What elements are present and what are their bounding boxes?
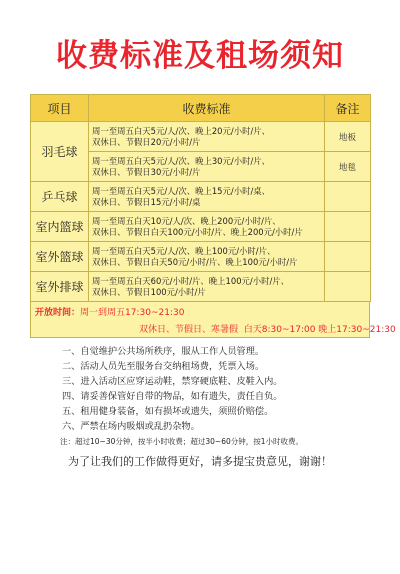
table-row [31, 122, 371, 152]
opening-hours-weekday: 周一到周五17:30~21:30 [80, 308, 185, 318]
thanks-message: 为了让我们的工作做得更好，请多提宝贵意见，谢谢！ [68, 455, 332, 468]
rules-note: 注：超过10~30分钟，按半小时收费；超过30~60分钟，按1小时收费。 [60, 437, 304, 446]
table-row [31, 212, 371, 242]
rule-item: 三、进入活动区应穿运动鞋，禁穿硬底鞋、皮鞋入内。 [62, 376, 283, 387]
header-item: 项目 [31, 95, 89, 122]
row-fee: 周一至周五白天60元/小时/片、晚上100元/小时/片、 双休日、节假日100元/小时/片 [89, 272, 325, 302]
table-row [31, 272, 371, 302]
row-fee: 周一至周五白天5元/人/次、晚上15元/小时/桌、 双休日、节假日15元/小时/桌 [89, 182, 325, 212]
rule-item: 四、请妥善保管好自带的物品，如有遗失，责任自负。 [62, 391, 283, 402]
rule-item: 一、自觉维护公共场所秩序，服从工作人员管理。 [62, 346, 265, 357]
row-item: 室外篮球 [31, 242, 89, 272]
fee-table [30, 94, 371, 302]
rule-item: 六、严禁在场内吸烟或乱扔杂物。 [62, 421, 200, 432]
row-note [325, 182, 371, 212]
row-item: 室内篮球 [31, 212, 89, 242]
table-row [31, 242, 371, 272]
row-note [325, 212, 371, 242]
row-note: 地板 [325, 122, 371, 152]
opening-hours-label: 开放时间： [35, 308, 81, 318]
opening-hours-holiday-label: 双休日、节假日、寒暑假 [139, 325, 239, 335]
row-note: 地毯 [325, 152, 371, 182]
opening-hours [30, 302, 396, 338]
row-item: 乒乓球 [31, 182, 89, 212]
page-title: 收费标准及租场须知 [56, 38, 344, 74]
row-item: 羽毛球 [31, 122, 89, 182]
row-item: 室外排球 [31, 272, 89, 302]
row-fee: 周一至周五白天5元/人/次、晚上20元/小时/片、 双休日、节假日20元/小时/片 [89, 122, 325, 152]
rule-item: 五、租用健身装备，如有损坏或遗失，须照价赔偿。 [62, 406, 274, 417]
row-note [325, 242, 371, 272]
row-note [325, 272, 371, 302]
rule-item: 二、活动人员先至服务台交纳租场费，凭票入场。 [62, 361, 265, 372]
rental-rules [62, 344, 303, 449]
row-fee: 周一至周五白天5元/人/次、晚上100元/小时/片、 双休日、节假日白天50元/小时/片、晚上100元/小时/片 [89, 242, 325, 272]
table-row [31, 182, 371, 212]
row-fee: 周一至周五白天10元/人/次、晚上200元/小时/片、 双休日、节假日白天100元/小时/片、晚上200元/小时/片 [89, 212, 325, 242]
row-fee: 周一至周五白天5元/人/次、晚上30元/小时/片、 双休日、节假日30元/小时/片 [89, 152, 325, 182]
table-header [31, 95, 371, 122]
opening-hours-holiday-time: 白天8:30~17:00 晚上17:30~21:30 [243, 325, 396, 335]
header-note: 备注 [325, 95, 371, 122]
header-fee: 收费标准 [89, 95, 325, 122]
